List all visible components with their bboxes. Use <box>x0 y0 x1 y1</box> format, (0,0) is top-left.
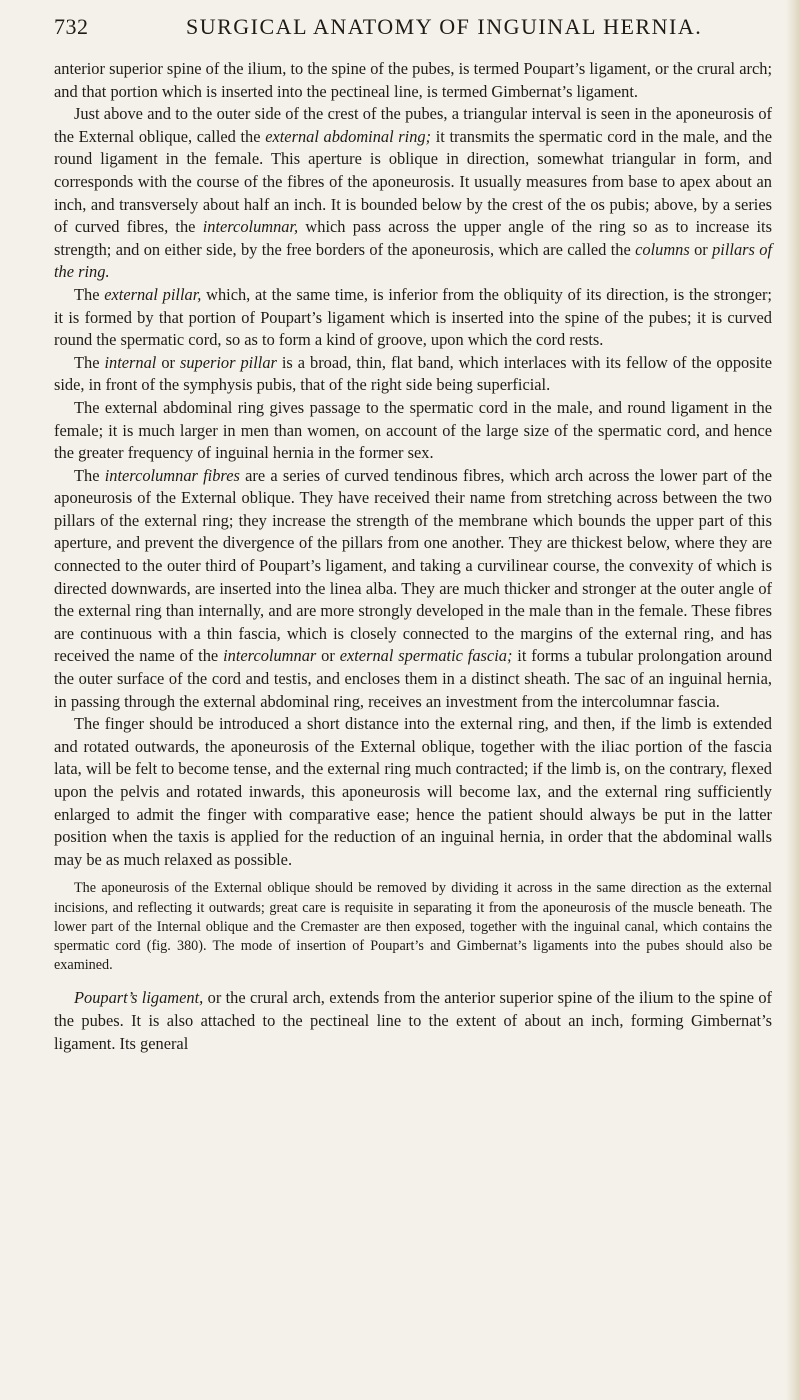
term-internal: internal <box>104 352 157 372</box>
term-superior-pillar: superior pillar <box>179 352 277 372</box>
paragraph: anterior superior spine of the ilium, to the spine of the pubes, is termed Poupart’s ligament, or the crural arch; and that portion which is inserted into the pectineal line, is termed Gimbernat’s ligament. <box>54 59 772 101</box>
paragraph: The internal or superior pillar is a broad, thin, flat band, which interlaces with its fellow of the opposite side, in front of the symphysis pubis, that of the right side being superficial. <box>54 352 772 395</box>
running-title: SURGICAL ANATOMY OF INGUINAL HERNIA. <box>186 14 703 39</box>
term-pouparts-ligament: Poupart’s ligament, <box>74 988 204 1008</box>
term-intercolumnar: intercolumnar, <box>202 217 299 237</box>
term-pillars: pillars of the ring. <box>54 239 772 282</box>
final-section <box>54 987 772 1055</box>
paragraph: Just above and to the outer side of the crest of the pubes, a triangular interval is seen in the aponeurosis of the External oblique, called the external abdominal ring; it transmits the spermatic cord in the male, and the round ligament in the female. This aperture is oblique in direction, somewhat triangular in form, and corresponds with the course of the fibres of the aponeurosis. It usually measures from base to apex about an inch, and transversely about half an inch. It is bounded below by the crest of the os pubis; above, by a series of curved fibres, the intercolumnar, which pass across the upper angle of the ring so as to increase its strength; and on either side, by the free borders of the aponeurosis, which are called the columns or pillars of the ring. <box>54 104 772 282</box>
main-text <box>54 58 772 871</box>
term-intercolumnar-fascia: intercolumnar <box>223 646 317 666</box>
paragraph: The external pillar, which, at the same time, is inferior from the obliquity of its direction, is the stronger; it is formed by that portion of Poupart’s ligament which is inserted into the spine of the pubes; it is curved round the spermatic cord, so as to form a kind of groove, upon which the cord rests. <box>54 284 772 350</box>
book-page <box>54 14 772 1386</box>
page-edge-shadow <box>786 0 800 1400</box>
term-columns: columns <box>635 239 690 259</box>
term-external-spermatic-fascia: external spermatic fascia; <box>339 646 513 666</box>
paragraph: Poupart’s ligament, or the crural arch, extends from the anterior superior spine of the ilium to the spine of the pubes. It is also attached to the pectineal line to the extent of about an inch, forming Gimbernat’s ligament. Its general <box>54 988 772 1053</box>
paragraph: The intercolumnar fibres are a series of curved tendinous fibres, which arch across the lower part of the aponeurosis of the External oblique. They have received their name from stretching across between the two pillars of the external ring; they increase the strength of the membrane which bounds the upper part of this aperture, and prevent the divergence of the pillars from one another. They are thickest below, where they are connected to the outer third of Poupart’s ligament, and taking a curvilinear course, the convexity of which is directed downwards, are inserted into the linea alba. They are much thicker and stronger at the outer angle of the external ring than internally, and are more strongly developed in the male than in the female. These fibres are continuous with a thin fascia, which is closely connected to the margins of the external ring, and has received the name of the intercolumnar or external spermatic fascia; it forms a tubular prolongation around the outer surface of the cord and testis, and encloses them in a distinct sheath. The sac of an inguinal hernia, in passing through the external abdominal ring, receives an investment from the intercolumnar fascia. <box>54 465 773 711</box>
page-number: 732 <box>54 14 89 39</box>
term-intercolumnar-fibres: intercolumnar fibres <box>104 465 240 485</box>
term-external-pillar: external pillar, <box>104 284 202 304</box>
term-external-abdominal-ring: external abdominal ring; <box>265 126 432 146</box>
paragraph: The external abdominal ring gives passage to the spermatic cord in the male, and round ligament in the female; it is much larger in men than women, on account of the large size of the spermatic cord, and hence the greater frequency of inguinal hernia in the former sex. <box>54 397 772 463</box>
small-print-paragraph: The aponeurosis of the External oblique should be removed by dividing it across in the same direction as the external incisions, and reflecting it outwards; great care is requisite in separating it from the aponeurosis of the muscle beneath. The lower part of the Internal oblique and the Cremaster are then exposed, together with the inguinal canal, which contains the spermatic cord (fig. 380). The mode of insertion of Poupart’s and Gimbernat’s ligaments into the pubes should also be examined. <box>54 880 772 974</box>
dissection-note <box>54 879 772 975</box>
paragraph: The finger should be introduced a short distance into the external ring, and then, if the limb is extended and rotated outwards, the aponeurosis of the External oblique, together with the iliac portion of the fascia lata, will be felt to become tense, and the external ring much contracted; if the limb is, on the contrary, flexed upon the pelvis and rotated inwards, this aponeurosis will become lax, and the external ring sufficiently enlarged to admit the finger with comparative ease; hence the patient should always be put in the latter position when the taxis is applied for the reduction of an inguinal hernia, in order that the abdominal walls may be as much relaxed as possible. <box>54 714 772 869</box>
page-header <box>54 14 772 58</box>
